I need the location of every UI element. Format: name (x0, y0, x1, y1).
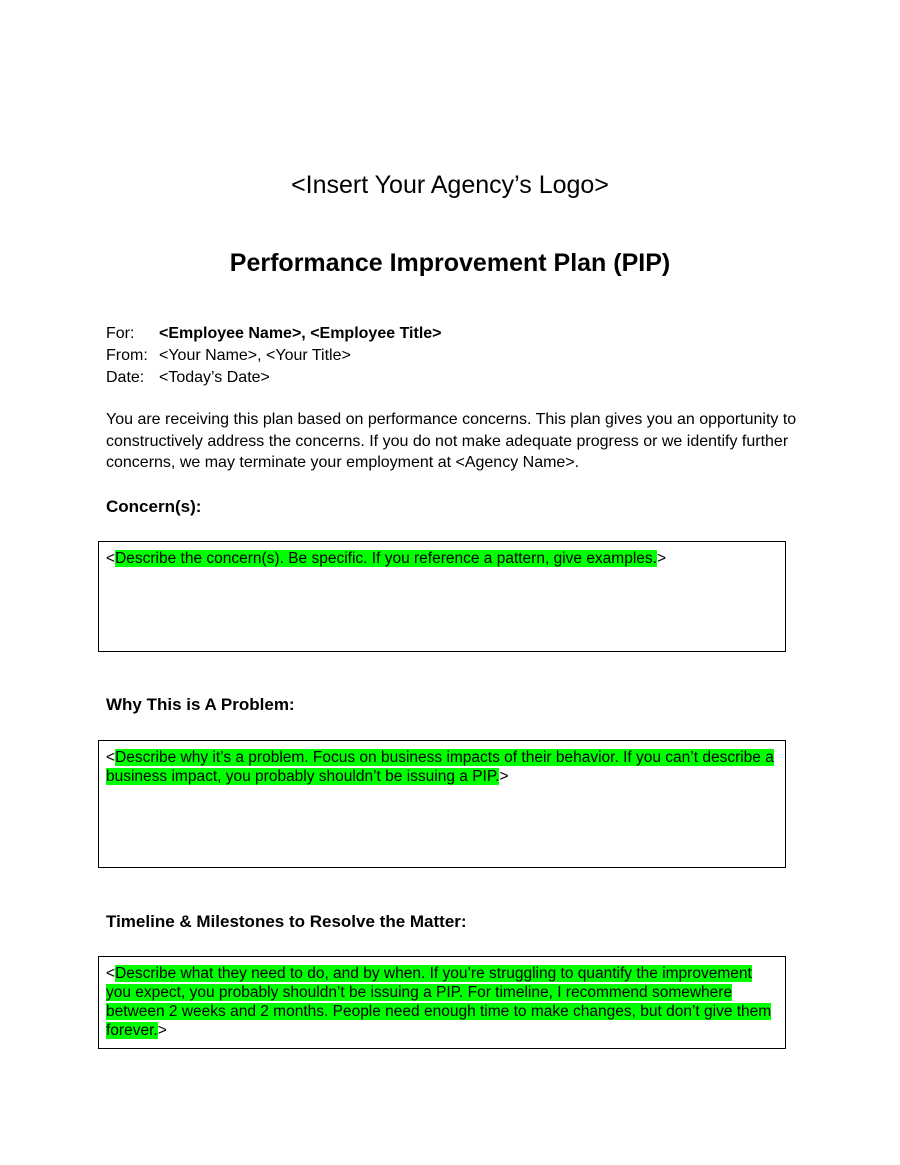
problem-placeholder-text: Describe why it’s a problem. Focus on business impacts of their behavior. If you can’t describe a business impact, you probably shouldn’t be issuing a PIP. (106, 749, 774, 785)
timeline-open-bracket: < (106, 965, 116, 982)
memo-from-row (106, 345, 442, 367)
for-value: <Employee Name>, <Employee Title> (159, 325, 442, 342)
timeline-text-box[interactable] (98, 956, 786, 1049)
problem-open-bracket: < (106, 749, 116, 766)
concerns-heading: Concern(s): (106, 497, 202, 516)
memo-date-row (106, 367, 442, 389)
from-label: From: (106, 347, 148, 364)
problem-close-bracket: > (499, 768, 509, 785)
concerns-close-bracket: > (656, 550, 667, 567)
page-title: Performance Improvement Plan (PIP) (229, 249, 671, 277)
memo-for-row (106, 323, 442, 345)
timeline-heading: Timeline & Milestones to Resolve the Matter: (106, 912, 467, 931)
problem-text-box[interactable] (98, 740, 786, 868)
date-value: <Today’s Date> (159, 369, 270, 386)
from-value: <Your Name>, <Your Title> (159, 347, 351, 364)
timeline-close-bracket: > (157, 1022, 167, 1039)
problem-heading: Why This is A Problem: (106, 695, 295, 714)
intro-paragraph: You are receiving this plan based on performance concerns. This plan gives you an opportunity to constructively address the concerns. If you do not make adequate progress or we identify further concerns, we may terminate your employment at <Agency Name>. (106, 411, 797, 471)
agency-logo-placeholder: <Insert Your Agency’s Logo> (291, 171, 609, 199)
concerns-placeholder-text: Describe the concern(s). Be specific. If you reference a pattern, give examples. (115, 550, 657, 567)
timeline-placeholder-text: Describe what they need to do, and by when. If you’re struggling to quantify the improvement you expect, you probably shouldn’t be issuing a PIP. For timeline, I recommend somewhere between 2 weeks and 2 months. People need enough time to make changes, but don’t give them forever. (106, 965, 772, 1039)
concerns-open-bracket: < (106, 550, 116, 567)
concerns-text-box[interactable] (98, 541, 786, 652)
date-label: Date: (106, 369, 145, 386)
for-label: For: (106, 325, 135, 342)
memo-header (106, 323, 442, 389)
